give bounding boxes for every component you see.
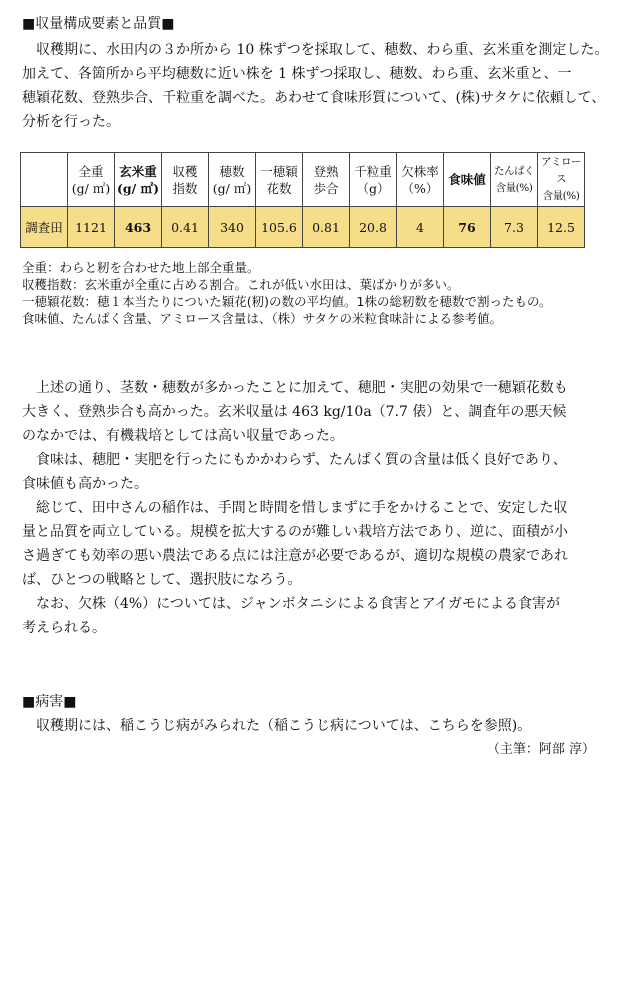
header-cell-grain-weight: 千粒重 （g） [350,153,397,207]
paragraph-line: 加えて、各箇所から平均穂数に近い株を 1 株ずつ採取し、穂数、わら重、玄米重と、一 [22,66,572,82]
paragraph-line: なお、欠株（4%）については、ジャンボタニシによる食害とアイガモによる食害が [36,596,560,612]
paragraph-line: 分析を行った。 [22,114,120,130]
header-cell-brown-rice-weight: 玄米重 (g/ ㎡) [115,153,162,207]
yield-quality-table [20,152,585,248]
author-credit: （主筆：阿部 淳） [486,742,595,757]
note-line: 全重：わらと籾を合わせた地上部全重量。 [22,260,260,275]
table-cell: 340 [209,207,256,248]
paragraph-line: 大きく、登熟歩合も高かった。玄米収量は 463 kg/10a（7.7 俵）と、調査年の悪天候 [22,404,567,420]
header-cell-panicles: 穂数 (g/ ㎡) [209,153,256,207]
table-cell: 4 [397,207,444,248]
table-cell: 76 [444,207,491,248]
header-cell-protein: たんぱく 含量(%) [491,153,538,207]
table-cell: 0.41 [162,207,209,248]
disease-paragraph [22,714,612,738]
paragraph-line: さ過ぎても効率の悪い農法である点には注意が必要であるが、適切な規模の農家であれ [22,548,568,564]
paragraph-line: ば、ひとつの戦略として、選択肢になろう。 [22,572,302,588]
table-row [21,207,585,248]
paragraph-line: のなかでは、有機栽培としては高い収量であった。 [22,428,344,444]
note-line: 食味値、たんぱく含量、アミロース含量は、（株）サタケの米粒食味計による参考値。 [22,311,503,326]
paragraph-line: 食味値も高かった。 [22,476,148,492]
header-cell-missing-rate: 欠株率 （%） [397,153,444,207]
header-cell-spikelets: 一穂穎 花数 [256,153,303,207]
paragraph-line: 上述の通り、茎数・穂数が多かったことに加えて、穂肥・実肥の効果で一穂穎花数も [36,380,568,396]
paragraph-line: 食味は、穂肥・実肥を行ったにもかかわらず、たんぱく質の含量は低く良好であり、 [36,452,567,468]
yield-paragraph [22,38,612,134]
paragraph-line: 総じて、田中さんの稲作は、手間と時間を惜しまずに手をかけることで、安定した収 [36,500,568,516]
table-cell: 0.81 [303,207,350,248]
paragraph-line: 収穫期には、稲こうじ病がみられた（稲こうじ病については、こちらを参照)。 [36,718,532,734]
note-line: 収穫指数：玄米重が全重に占める割合。これが低い水田は、葉ばかりが多い。 [22,277,460,292]
paragraph-line: 量と品質を両立している。規模を拡大するのが難しい栽培方法であり、逆に、面積が小 [22,524,568,540]
table-cell: 1121 [68,207,115,248]
header-cell-taste: 食味値 [444,153,491,207]
section-title-yield: ■収量構成要素と品質■ [22,16,175,32]
header-cell-harvest-index: 収穫 指数 [162,153,209,207]
table-cell: 463 [115,207,162,248]
header-cell-total-weight: 全重 (g/ ㎡) [68,153,115,207]
note-line: 一穂穎花数：穂１本当たりについた穎花(籾)の数の平均値。1株の総籾数を穂数で割ったもの。 [22,294,552,309]
header-cell-empty [21,153,68,207]
table-notes [22,259,622,327]
table-cell: 20.8 [350,207,397,248]
paragraph-line: 考えられる。 [22,620,106,636]
header-cell-amylose: アミロース 含量(%) [538,153,585,207]
discussion-paragraph [22,376,612,640]
table-cell: 調査田 [21,207,68,248]
table-cell: 12.5 [538,207,585,248]
paragraph-line: 穂穎花数、登熟歩合、千粒重を調べた。あわせて食味形質について、(株)サタケに依頼して、 [22,90,606,106]
table-header-row [21,153,585,207]
table-cell: 105.6 [256,207,303,248]
paragraph-line: 収穫期に、水田内の３か所から 10 株ずつを採取して、穂数、わら重、玄米重を測定した。 [36,42,609,58]
table-cell: 7.3 [491,207,538,248]
header-cell-ripening: 登熟 歩合 [303,153,350,207]
section-title-disease: ■病害■ [22,694,77,710]
